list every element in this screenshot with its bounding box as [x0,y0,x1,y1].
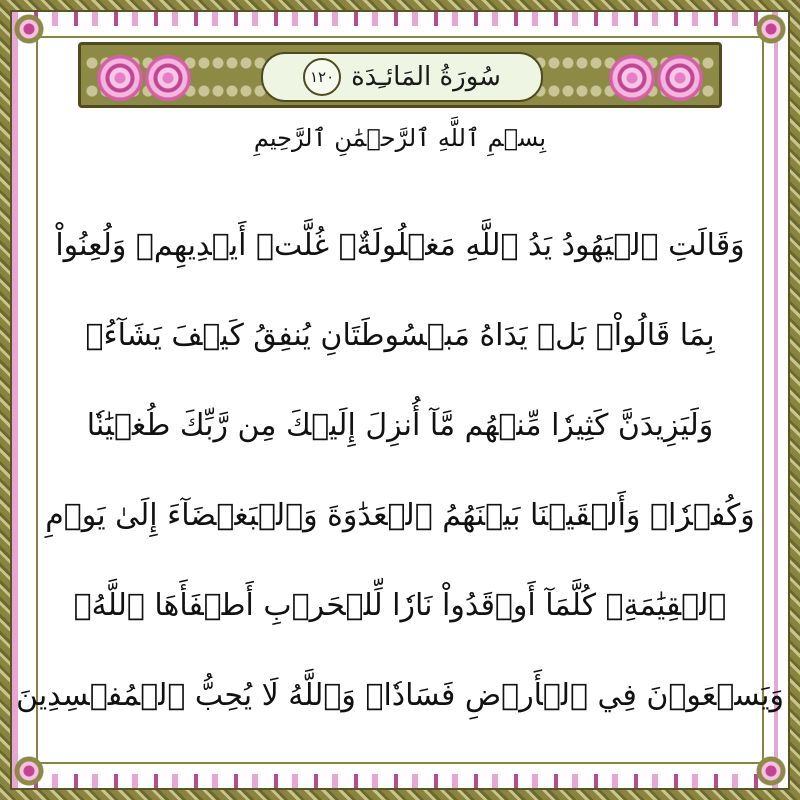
verse-line: وَقَالَتِ ٱلۡيَهُودُ يَدُ ٱللَّهِ مَغۡلُولَةٌۚ غُلَّتۡ أَيۡدِيهِمۡ وَلُعِنُواْ [55,227,745,263]
basmala: بِسۡمِ ٱللَّهِ ٱلرَّحۡمَٰنِ ٱلرَّحِيمِ [253,124,547,152]
rosette-icon [657,55,703,101]
corner-flower-icon [756,14,786,44]
corner-flower-icon [756,756,786,786]
page-number: ١٢٠ [303,58,341,96]
surah-title-cartouche [261,52,543,102]
surah-header [78,42,722,108]
verse-line: وَكُفۡرٗاۚ وَأَلۡقَيۡنَا بَيۡنَهُمُ ٱلۡعَدَٰوَةَ وَٱلۡبَغۡضَآءَ إِلَىٰ يَوۡمِ [45,497,755,533]
verse-block [16,200,784,740]
verse-line: ٱلۡقِيَٰمَةِۚ كُلَّمَآ أَوۡقَدُواْ نَارٗا لِّلۡحَرۡبِ أَطۡفَأَهَا ٱللَّهُۚ [73,587,727,623]
corner-flower-icon [14,14,44,44]
verse-line: وَيَسۡعَوۡنَ فِي ٱلۡأَرۡضِ فَسَادٗاۚ وَٱللَّهُ لَا يُحِبُّ ٱلۡمُفۡسِدِينَ [16,677,784,713]
rosette-icon [609,55,655,101]
verse-line: بِمَا قَالُواْۘ بَلۡ يَدَاهُ مَبۡسُوطَتَانِ يُنفِقُ كَيۡفَ يَشَآءُۚ [85,317,715,353]
rosette-icon [145,55,191,101]
verse-line: وَلَيَزِيدَنَّ كَثِيرٗا مِّنۡهُم مَّآ أُنزِلَ إِلَيۡكَ مِن رَّبِّكَ طُغۡيَٰنٗا [86,407,714,443]
surah-name: سُورَةُ المَائـِدَة [351,62,501,92]
rosette-icon [97,55,143,101]
corner-flower-icon [14,756,44,786]
